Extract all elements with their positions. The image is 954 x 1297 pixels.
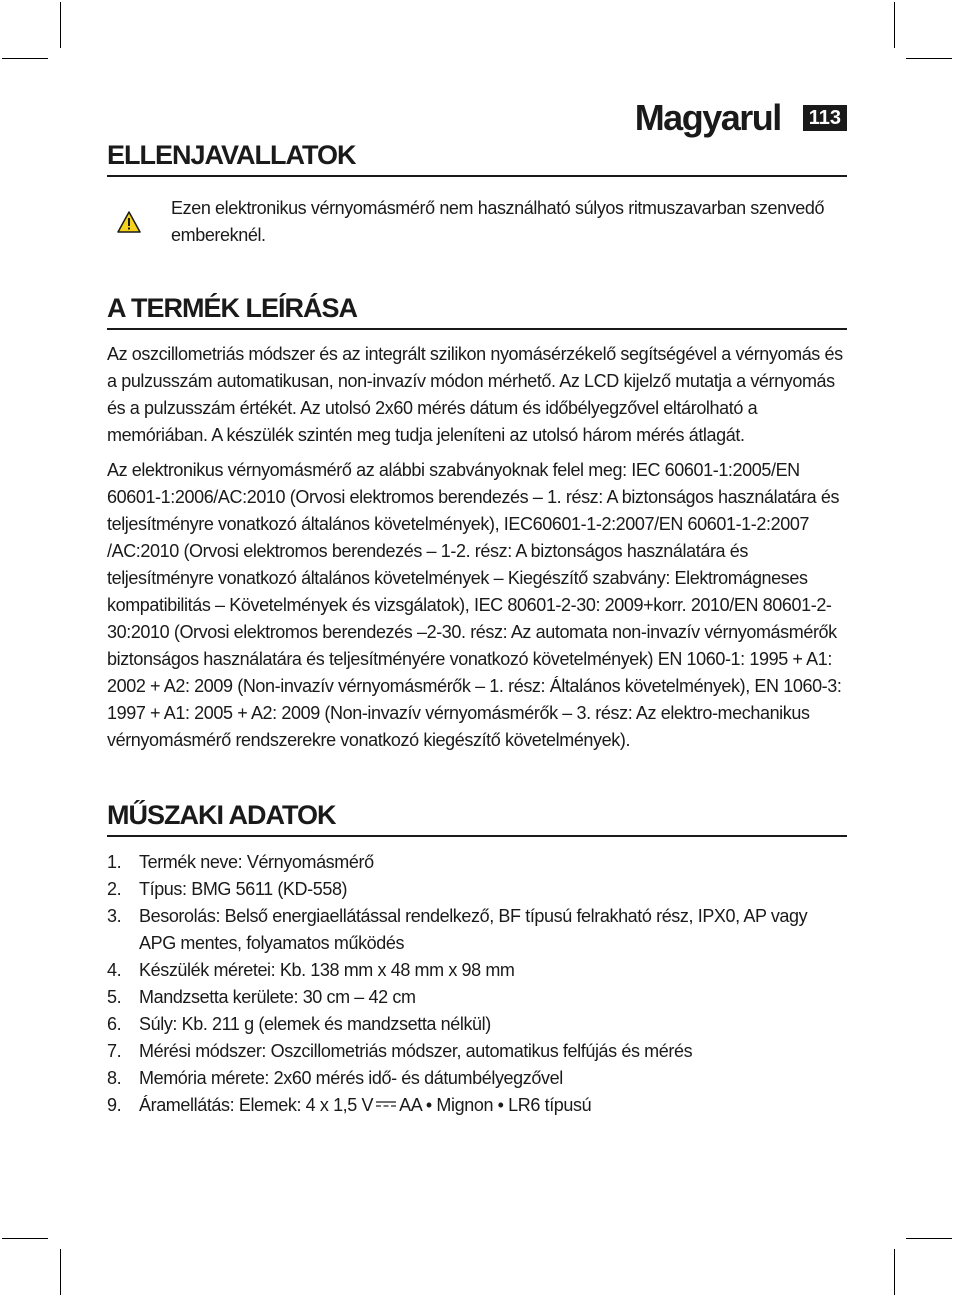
item-text: Súly: Kb. 211 g (elemek és mandzsetta nélkül) [139, 1014, 491, 1034]
warning-note [107, 195, 847, 249]
item-number: 1. [107, 852, 122, 872]
crop-mark [2, 1238, 48, 1239]
item-number: 4. [107, 960, 122, 980]
item-number: 8. [107, 1068, 122, 1088]
crop-mark [2, 58, 48, 59]
crop-mark [906, 1238, 952, 1239]
item-text: Típus: BMG 5611 (KD-558) [139, 879, 348, 899]
language-title: Magyarul [634, 97, 781, 138]
list-item [107, 1011, 847, 1038]
paragraph: Az elektronikus vérnyomásmérő az alábbi szabványoknak felel meg: IEC 60601-1:2005/EN 60601-1:2006/AC:2010 (Orvosi elektromos berendezés – 1. rész: A biztonságos használatára és teljesítményre vonatkozó általános követelmények), IEC60601-1-2:2007/EN 60601-1-2:2007 /AC:2010 (Orvosi elektromos berendezés – 1-2. rész: A biztonságos használatára és teljesítményre vonatkozó általános követelmények – Kiegészítő szabvány: Elektromágneses kompatibilitás – Követelmények és vizsgálatok), IEC 80601-2-30: 2009+korr. 2010/EN 80601-2-30:2010 (Orvosi elektromos berendezés –2-30. rész: Az automata non-invazív vérnyomásmérők biztonságos használatára és teljesítményére vonatkozó követelmények) EN 1060-1: 1995 + A1: 2002 + A2: 2009 (Non-invazív vérnyomásmérők – 1. rész: Általános követelmények), EN 1060-3: 1997 + A1: 2005 + A2: 2009 (Non-invazív vérnyomásmérők – 3. rész: Az elektro-mechanikus vérnyomásmérő rendszerekre vonatkozó kiegészítő követelmények). [107, 460, 842, 750]
warning-text: Ezen elektronikus vérnyomásmérő nem használható súlyos ritmuszavarban szenvedő embereknél. [171, 198, 825, 245]
crop-mark [894, 1249, 895, 1295]
specs-list [107, 849, 847, 1119]
item-text: Mandzsetta kerülete: 30 cm – 42 cm [139, 987, 416, 1007]
crop-mark [906, 58, 952, 59]
item-text: Mérési módszer: Oszcillometriás módszer, automatikus felfújás és mérés [139, 1041, 693, 1061]
item-text: Készülék méretei: Kb. 138 mm x 48 mm x 98 mm [139, 960, 515, 980]
item-number: 5. [107, 987, 122, 1007]
crop-mark [894, 2, 895, 48]
item-text: Memória mérete: 2x60 mérés idő- és dátumbélyegzővel [139, 1068, 563, 1088]
crop-mark [60, 1249, 61, 1295]
dc-current-symbol-icon [376, 1099, 396, 1109]
item-number: 7. [107, 1041, 122, 1061]
list-item [107, 1092, 847, 1119]
item-text-part: AA • Mignon • LR6 típusú [399, 1095, 592, 1115]
page-header [635, 96, 847, 140]
warning-triangle-icon [117, 211, 141, 233]
list-item [107, 1065, 847, 1092]
page-content [107, 140, 847, 1119]
section-title: MŰSZAKI ADATOK [107, 800, 847, 837]
item-text-part: Áramellátás: Elemek: 4 x 1,5 V [139, 1095, 374, 1115]
item-number: 6. [107, 1014, 122, 1034]
section-contraindications [107, 140, 847, 249]
page-number: 113 [803, 105, 847, 131]
crop-mark [60, 2, 61, 48]
section-specs [107, 800, 847, 1119]
section-title: A TERMÉK LEÍRÁSA [107, 293, 847, 330]
paragraph: Az oszcillometriás módszer és az integrált szilikon nyomásérzékelő segítségével a vérnyomás és a pulzusszám automatikusan, non-invazív módon mérhető. Az LCD kijelző mutatja a vérnyomás és a pulzusszám értékét. Az utolsó 2x60 mérés dátum és időbélyegzővel eltárolható a memóriában. A készülék szintén meg tudja jeleníteni az utolsó három mérés átlagát. [107, 344, 843, 445]
item-text [139, 1092, 847, 1119]
item-number: 3. [107, 906, 122, 926]
list-item [107, 876, 847, 903]
list-item [107, 1038, 847, 1065]
item-number: 9. [107, 1095, 122, 1115]
list-item [107, 957, 847, 984]
item-text: Termék neve: Vérnyomásmérő [139, 852, 374, 872]
section-title: ELLENJAVALLATOK [107, 140, 847, 177]
section-description [107, 293, 847, 754]
list-item [107, 984, 847, 1011]
item-text: Besorolás: Belső energiaellátással rendelkező, BF típusú felrakható rész, IPX0, AP vagy APG mentes, folyamatos működés [139, 906, 808, 953]
item-number: 2. [107, 879, 122, 899]
list-item [107, 903, 847, 957]
list-item [107, 849, 847, 876]
